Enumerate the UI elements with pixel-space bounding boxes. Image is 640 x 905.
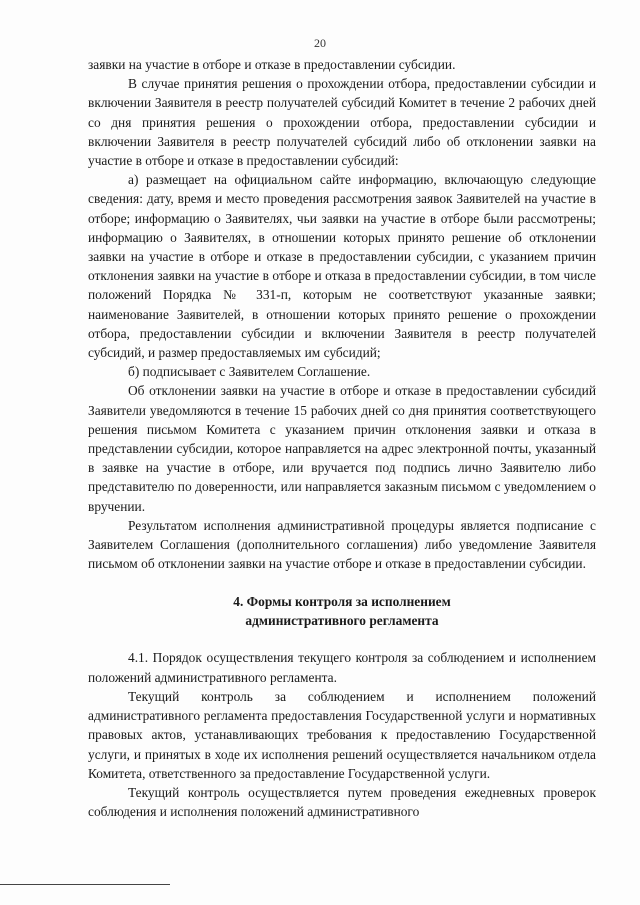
paragraph-item-b: б) подписывает с Заявителем Соглашение. xyxy=(128,364,371,380)
section-heading xyxy=(88,592,596,630)
paragraph-daily-checks: Текущий контроль осуществляется путем проведения ежедневных проверок соблюдения и исполнения положений административного xyxy=(88,784,596,820)
paragraph-4-1: 4.1. Порядок осуществления текущего контроля за соблюдением и исполнением положений административного регламента. xyxy=(88,650,596,685)
document-body xyxy=(88,55,596,821)
page-number: 20 xyxy=(314,36,326,50)
paragraph-result: Результатом исполнения административной процедуры является подписание с Заявителем Соглашения (дополнительного соглашения) либо уведомление Заявителя письмом об отклонении заявки на участие отборе и отказе в предоставлении субсидии. xyxy=(88,517,596,572)
section-heading-line1: 4. Формы контроля за исполнением xyxy=(233,594,451,610)
paragraph-current-control: Текущий контроль за соблюдением и исполнением положений административного регламента предоставления Государственной услуги и нормативных правовых актов, устанавливающих требования к предоставлению Государственной услуги, и принятых в ходе их исполнения решений осуществляется начальником отдела Комитета, ответственного за предоставление Государственной услуги. xyxy=(88,688,596,781)
footer-divider xyxy=(0,884,170,885)
paragraph-item-a: а) размещает на официальном сайте информацию, включающую следующие сведения: дату, время и место проведения рассмотрения заявок Заявителей на участие в отборе; информацию о Заявителях, чьи заявки на участие в отборе были рассмотрены; информацию о Заявителях, в отношении которых принято решение об отклонении заявки на участие в отборе и отказе в предоставлении субсидии, с указанием причин отклонения заявки на участие в отборе и отказа в предоставлении субсидии, в том числе положений Порядка № 331-п, которым не соответствуют указанные заявки; наименование Заявителей, в отношении которых принято решение о прохождении отбора, предоставлении субсидии и включении Заявителя в реестр получателей субсидий, и размер предоставляемых им субсидий; xyxy=(88,172,596,361)
paragraph-rejection: Об отклонении заявки на участие в отборе и отказе в предоставлении субсидий Заявители уведомляются в течение 15 рабочих дней со дня принятия соответствующего решения письмом Комитета с указанием причин отклонения заявки и отказа в представлении субсидии, которое направляется на адрес электронной почты, указанный в заявке на участие в отборе, или вручается под подпись лично Заявителю либо представителю по доверенности, или направляется заказным письмом с уведомлением о вручении. xyxy=(88,383,596,514)
section-heading-line2: административного регламента xyxy=(245,613,439,629)
paragraph-decision: В случае принятия решения о прохождении отбора, предоставлении субсидии и включении Заявителя в реестр получателей субсидий Комитет в течение 2 рабочих дней со дня принятия решения о прохождении отбора, предоставлении субсидии и включении Заявителя в реестр получателей субсидий либо об отклонении заявки на участие в отборе и отказе в предоставлении субсидий: xyxy=(88,76,596,169)
paragraph-continuation: заявки на участие в отборе и отказе в предоставлении субсидии. xyxy=(88,57,456,72)
